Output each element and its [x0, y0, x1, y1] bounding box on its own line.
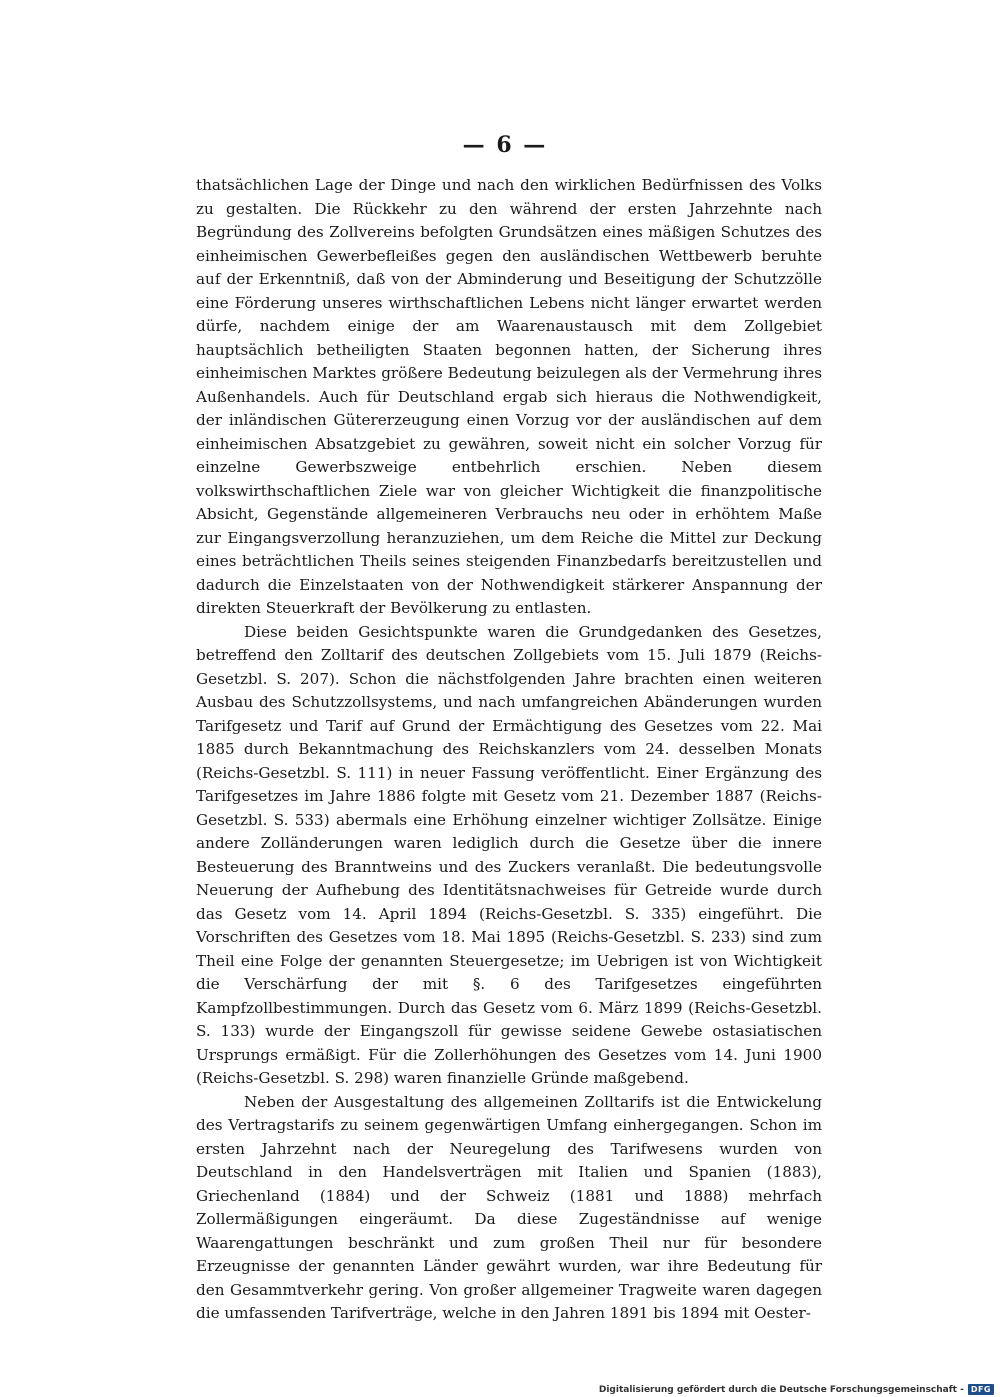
footer-text: Digitalisierung gefördert durch die Deutsche Forschungsgemeinschaft - — [598, 1384, 964, 1395]
paragraph-3: Neben der Ausgestaltung des allgemeinen Zolltarifs ist die Entwickelung des Vertragstarifs zu seinem gegenwärtigen Umfang einhergegangen. Schon im ersten Jahrzehnt nach der Neuregelung des Tarifwesens wurden von Deutschland in den Handelsverträgen mit Italien und Spanien (1883), Griechenland (1884) und der Schweiz (1881 und 1888) mehrfach Zollermäßigungen eingeräumt. Da diese Zugeständnisse auf wenige Waarengattungen beschränkt und zum großen Theil nur für besondere Erzeugnisse der genannten Länder gewährt wurden, war ihre Bedeutung für den Gesammtverkehr gering. Von großer allgemeiner Tragweite waren dagegen die umfassenden Tarifverträge, welche in den Jahren 1891 bis 1894 mit Oester- — [196, 1092, 822, 1322]
page-number: — 6 — — [462, 132, 548, 158]
paragraph-1: thatsächlichen Lage der Dinge und nach den wirklichen Bedürfnissen des Volks zu gestalten. Die Rückkehr zu den während der ersten Jahrzehnte nach Begründung des Zollvereins befolgten Grundsätzen eines mäßigen Schutzes des einheimischen Gewerbefleißes gegen den ausländischen Wettbewerb beruhte auf der Erkenntniß, daß von der Abminderung und Beseitigung der Schutzzölle eine Förderung unseres wirthschaftlichen Lebens nicht länger erwartet werden dürfe, nachdem einige der am Waarenaustausch mit dem Zollgebiet hauptsächlich betheiligten Staaten begonnen hatten, der Sicherung ihres einheimischen Marktes größere Bedeutung beizulegen als der Vermehrung ihres Außenhandels. Auch für Deutschland ergab sich hieraus die Nothwendigkeit, der inländischen Gütererzeugung einen Vorzug vor der ausländischen auf dem einheimischen Absatzgebiet zu gewähren, soweit nicht ein solcher Vorzug für einzelne Gewerbszweige entbehrlich erschien. Neben diesem volkswirthschaftlichen Ziele war von gleicher Wichtigkeit die finanzpolitische Absicht, Gegenstände allgemeineren Verbrauchs neu oder in erhöhtem Maße zur Eingangsverzollung heranzuziehen, um dem Reiche die Mittel zur Deckung eines beträchtlichen Theils seines steigenden Finanzbedarfs bereitzustellen und dadurch die Einzelstaaten von der Nothwendigkeit stärkerer Anspannung der direkten Steuerkraft der Bevölkerung zu entlasten. — [196, 176, 822, 617]
dfg-logo-icon: DFG — [968, 1384, 994, 1395]
digitization-footer — [599, 1384, 994, 1395]
paragraph-2: Diese beiden Gesichtspunkte waren die Grundgedanken des Gesetzes, betreffend den Zolltarif des deutschen Zollgebiets vom 15. Juli 1879 (Reichs-Gesetzbl. S. 207). Schon die nächstfolgenden Jahre brachten einen weiteren Ausbau des Schutzzollsystems, und nach umfangreichen Abänderungen wurden Tarifgesetz und Tarif auf Grund der Ermächtigung des Gesetzes vom 22. Mai 1885 durch Bekanntmachung des Reichskanzlers vom 24. desselben Monats (Reichs-Gesetzbl. S. 111) in neuer Fassung veröffentlicht. Einer Ergänzung des Tarifgesetzes im Jahre 1886 folgte mit Gesetz vom 21. Dezember 1887 (Reichs-Gesetzbl. S. 533) abermals eine Erhöhung einzelner wichtiger Zollsätze. Einige andere Zolländerungen waren lediglich durch die Gesetze über die innere Besteuerung des Branntweins und des Zuckers veranlaßt. Die bedeutungsvolle Neuerung der Aufhebung des Identitätsnachweises für Getreide wurde durch das Gesetz vom 14. April 1894 (Reichs-Gesetzbl. S. 335) eingeführt. Die Vorschriften des Gesetzes vom 18. Mai 1895 (Reichs-Gesetzbl. S. 233) sind zum Theil eine Folge der genannten Steuergesetze; im Uebrigen ist von Wichtigkeit die Verschärfung der mit §. 6 des Tarifgesetzes eingeführten Kampfzollbestimmungen. Durch das Gesetz vom 6. März 1899 (Reichs-Gesetzbl. S. 133) wurde der Eingangszoll für gewisse seidene Gewebe ostasiatischen Ursprungs ermäßigt. Für die Zollerhöhungen des Gesetzes vom 14. Juni 1900 (Reichs-Gesetzbl. S. 298) waren finanzielle Gründe maßgebend. — [196, 622, 822, 1087]
body-text — [196, 174, 822, 1326]
